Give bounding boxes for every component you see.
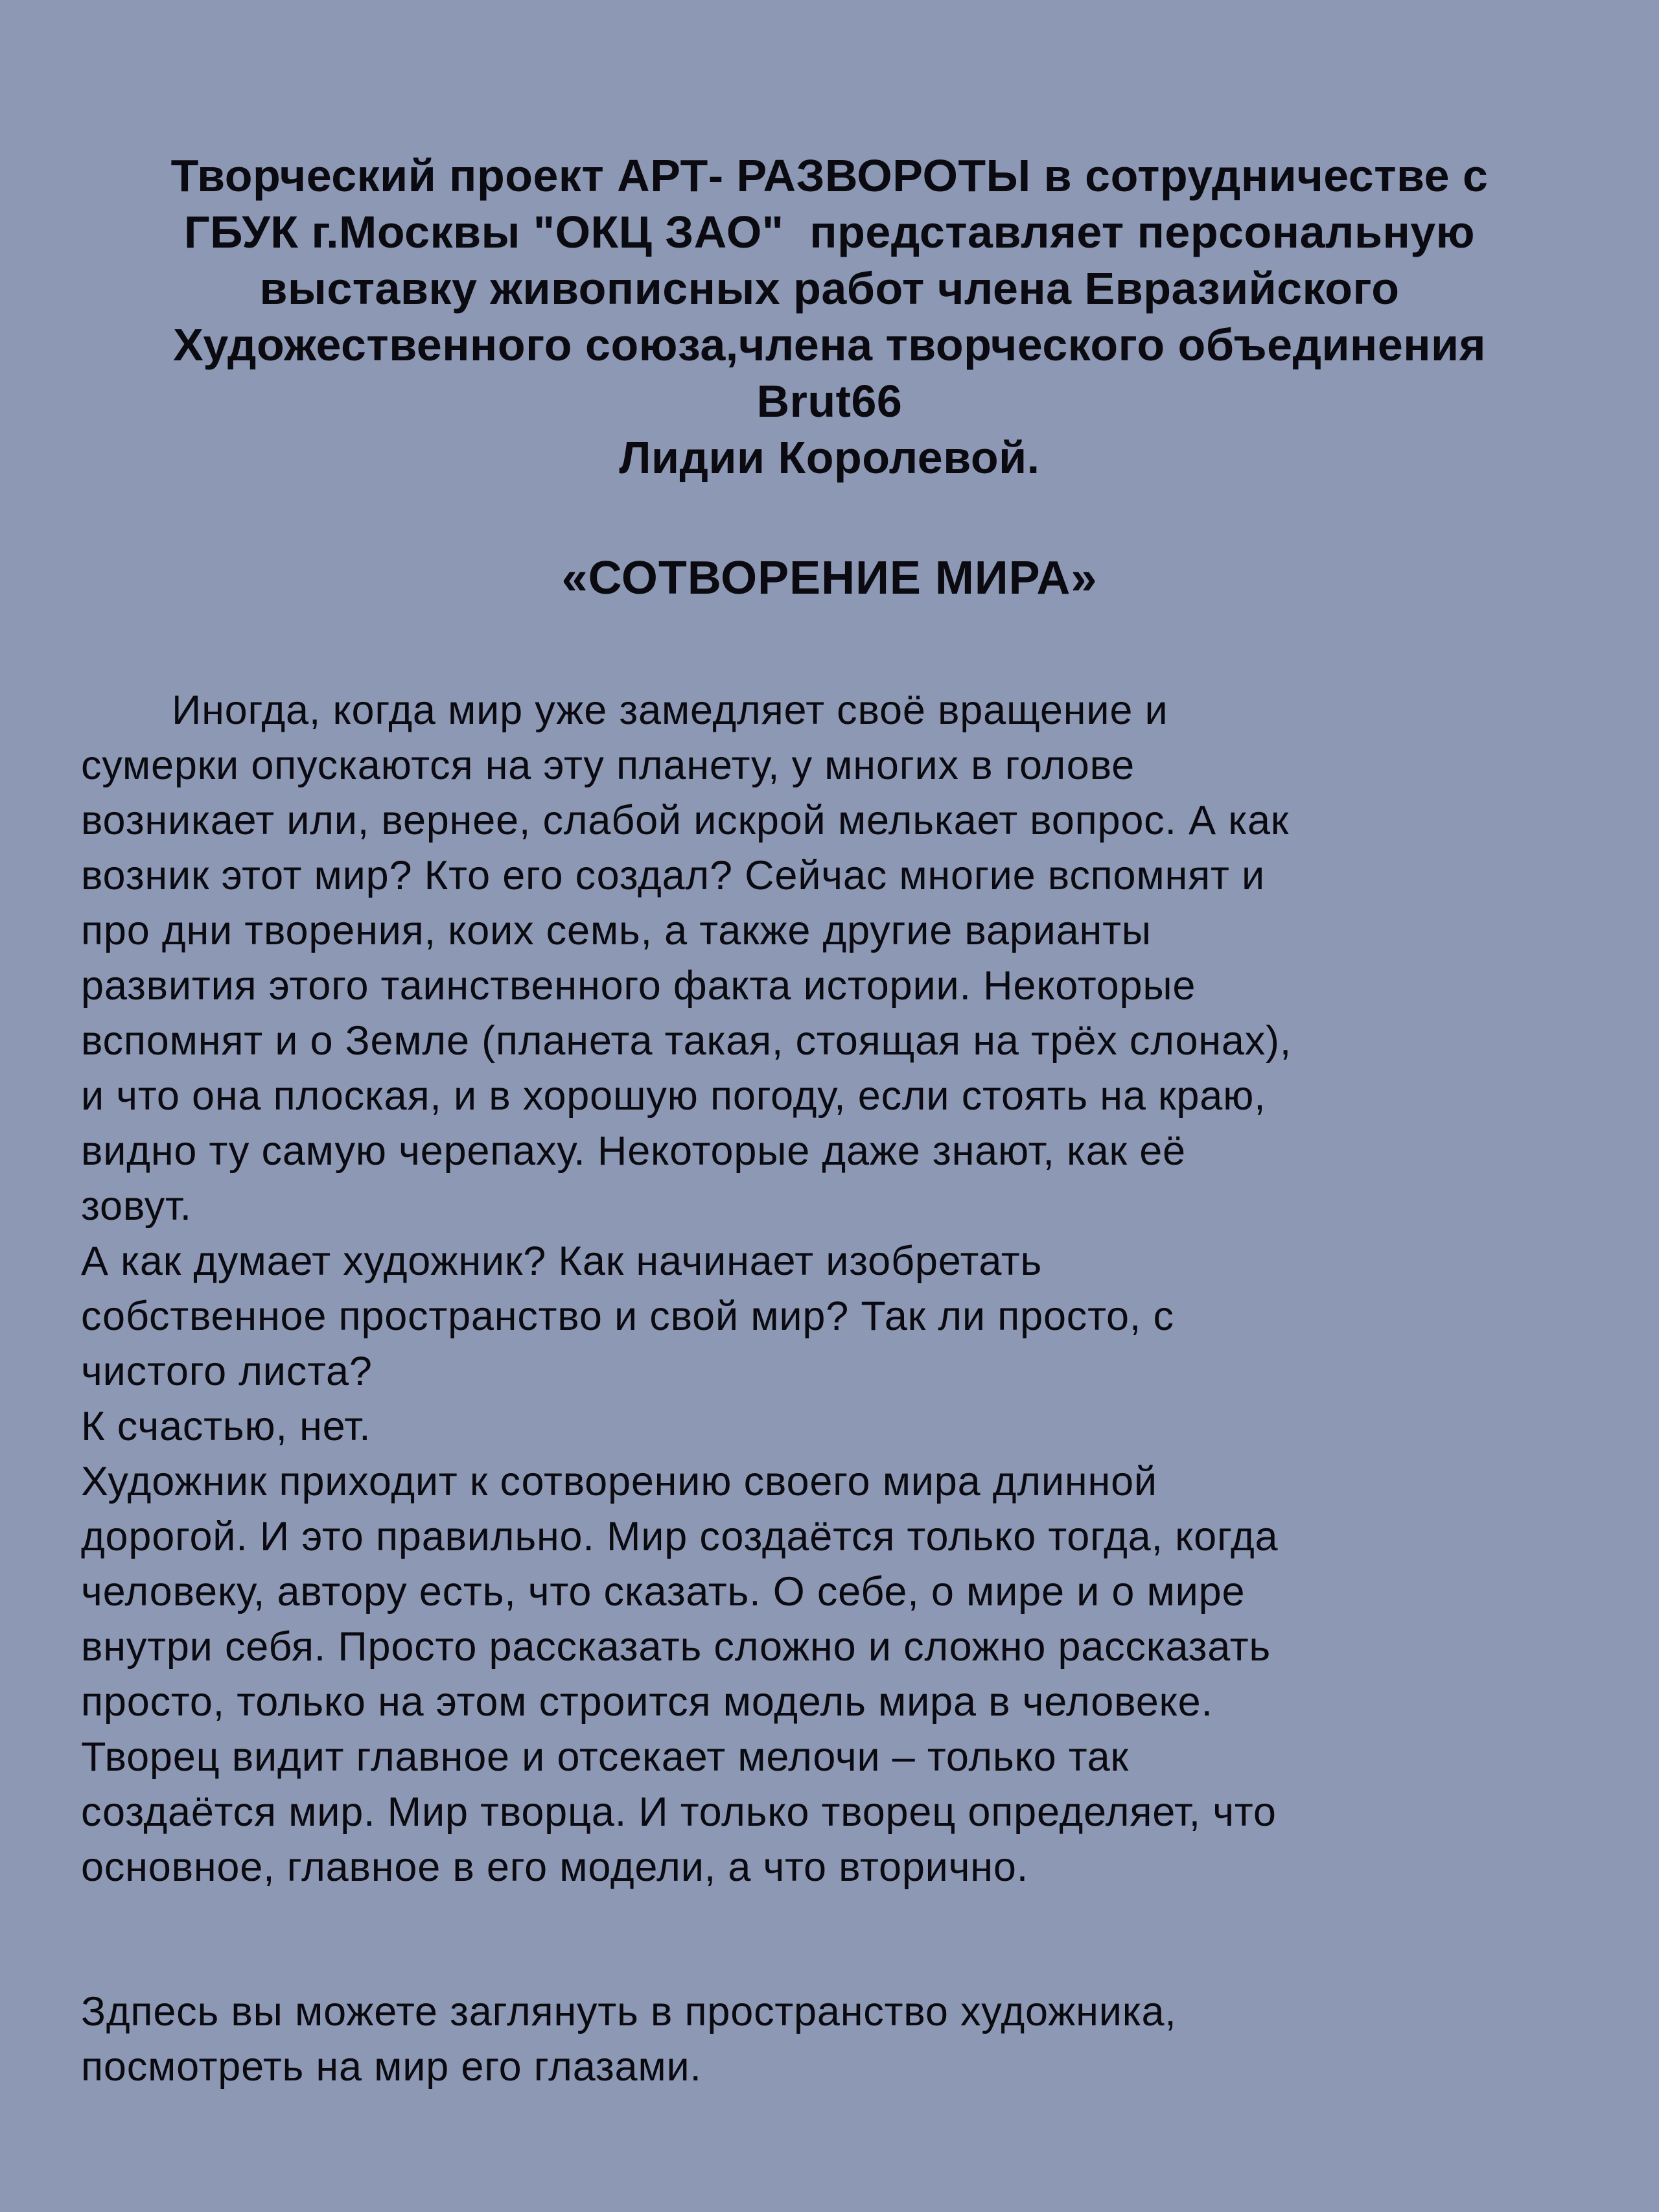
paragraph	[81, 1399, 1601, 1454]
body-text	[0, 683, 1659, 2095]
body-line: человеку, автору есть, что сказать. О себе, о мире и о мире	[81, 1569, 1246, 1614]
header-line: ГБУК г.Москвы "ОКЦ ЗАО" представляет персональную	[183, 207, 1476, 257]
body-line: Иногда, когда мир уже замедляет своё вращение и	[172, 688, 1168, 733]
body-line: А как думает художник? Как начинает изобретать	[81, 1239, 1043, 1284]
paragraph	[81, 1985, 1601, 2095]
body-line: зовут.	[81, 1183, 192, 1229]
body-line: про дни творения, коих семь, а также другие варианты	[81, 908, 1152, 953]
exhibition-title: «СОТВОРЕНИЕ МИРА»	[561, 552, 1098, 604]
body-line: посмотреть на мир его глазами.	[81, 2044, 702, 2090]
body-line: вспомнят и о Земле (планета такая, стоящая на трёх слонах),	[81, 1018, 1292, 1064]
body-line: и что она плоская, и в хорошую погоду, если стоять на краю,	[81, 1073, 1266, 1119]
header-line: Художественного союза,члена творческого объединения	[173, 320, 1486, 370]
header-line: Brut66	[756, 376, 903, 426]
paragraph	[81, 1234, 1601, 1399]
body-line: основное, главное в его модели, а что вторично.	[81, 1845, 1029, 1890]
body-line: внутри себя. Просто рассказать сложно и сложно рассказать	[81, 1624, 1271, 1670]
header-line: Творческий проект АРТ- РАЗВОРОТЫ в сотрудничестве с	[170, 150, 1489, 201]
header-block	[0, 0, 1659, 486]
body-line: создаётся мир. Мир творца. И только творец определяет, что	[81, 1789, 1277, 1835]
body-line: чистого листа?	[81, 1349, 373, 1394]
body-line: К счастью, нет.	[81, 1404, 371, 1449]
header-line: Лидии Королевой.	[619, 432, 1040, 483]
body-line: возникает или, вернее, слабой искрой мелькает вопрос. А как	[81, 798, 1290, 843]
body-line: развития этого таинственного факта истории. Некоторые	[81, 963, 1196, 1008]
body-line: сумерки опускаются на эту планету, у многих в голове	[81, 743, 1135, 788]
body-line: дорогой. И это правильно. Мир создаётся только тогда, когда	[81, 1514, 1279, 1559]
body-line: видно ту самую черепаху. Некоторые даже знают, как её	[81, 1128, 1186, 1174]
paragraph	[81, 683, 1601, 1234]
header-line: выставку живописных работ члена Евразийского	[259, 263, 1400, 314]
paragraph	[81, 1454, 1601, 1895]
body-line: собственное пространство и свой мир? Так ли просто, с	[81, 1294, 1174, 1339]
body-line: Творец видит главное и отсекает мелочи – только так	[81, 1734, 1129, 1780]
body-line: Здпесь вы можете заглянуть в пространство художника,	[81, 1989, 1177, 2034]
body-line: просто, только на этом строится модель мира в человеке.	[81, 1679, 1213, 1725]
body-line: возник этот мир? Кто его создал? Сейчас многие вспомнят и	[81, 853, 1265, 898]
body-line: Художник приходит к сотворению своего мира длинной	[81, 1459, 1157, 1504]
